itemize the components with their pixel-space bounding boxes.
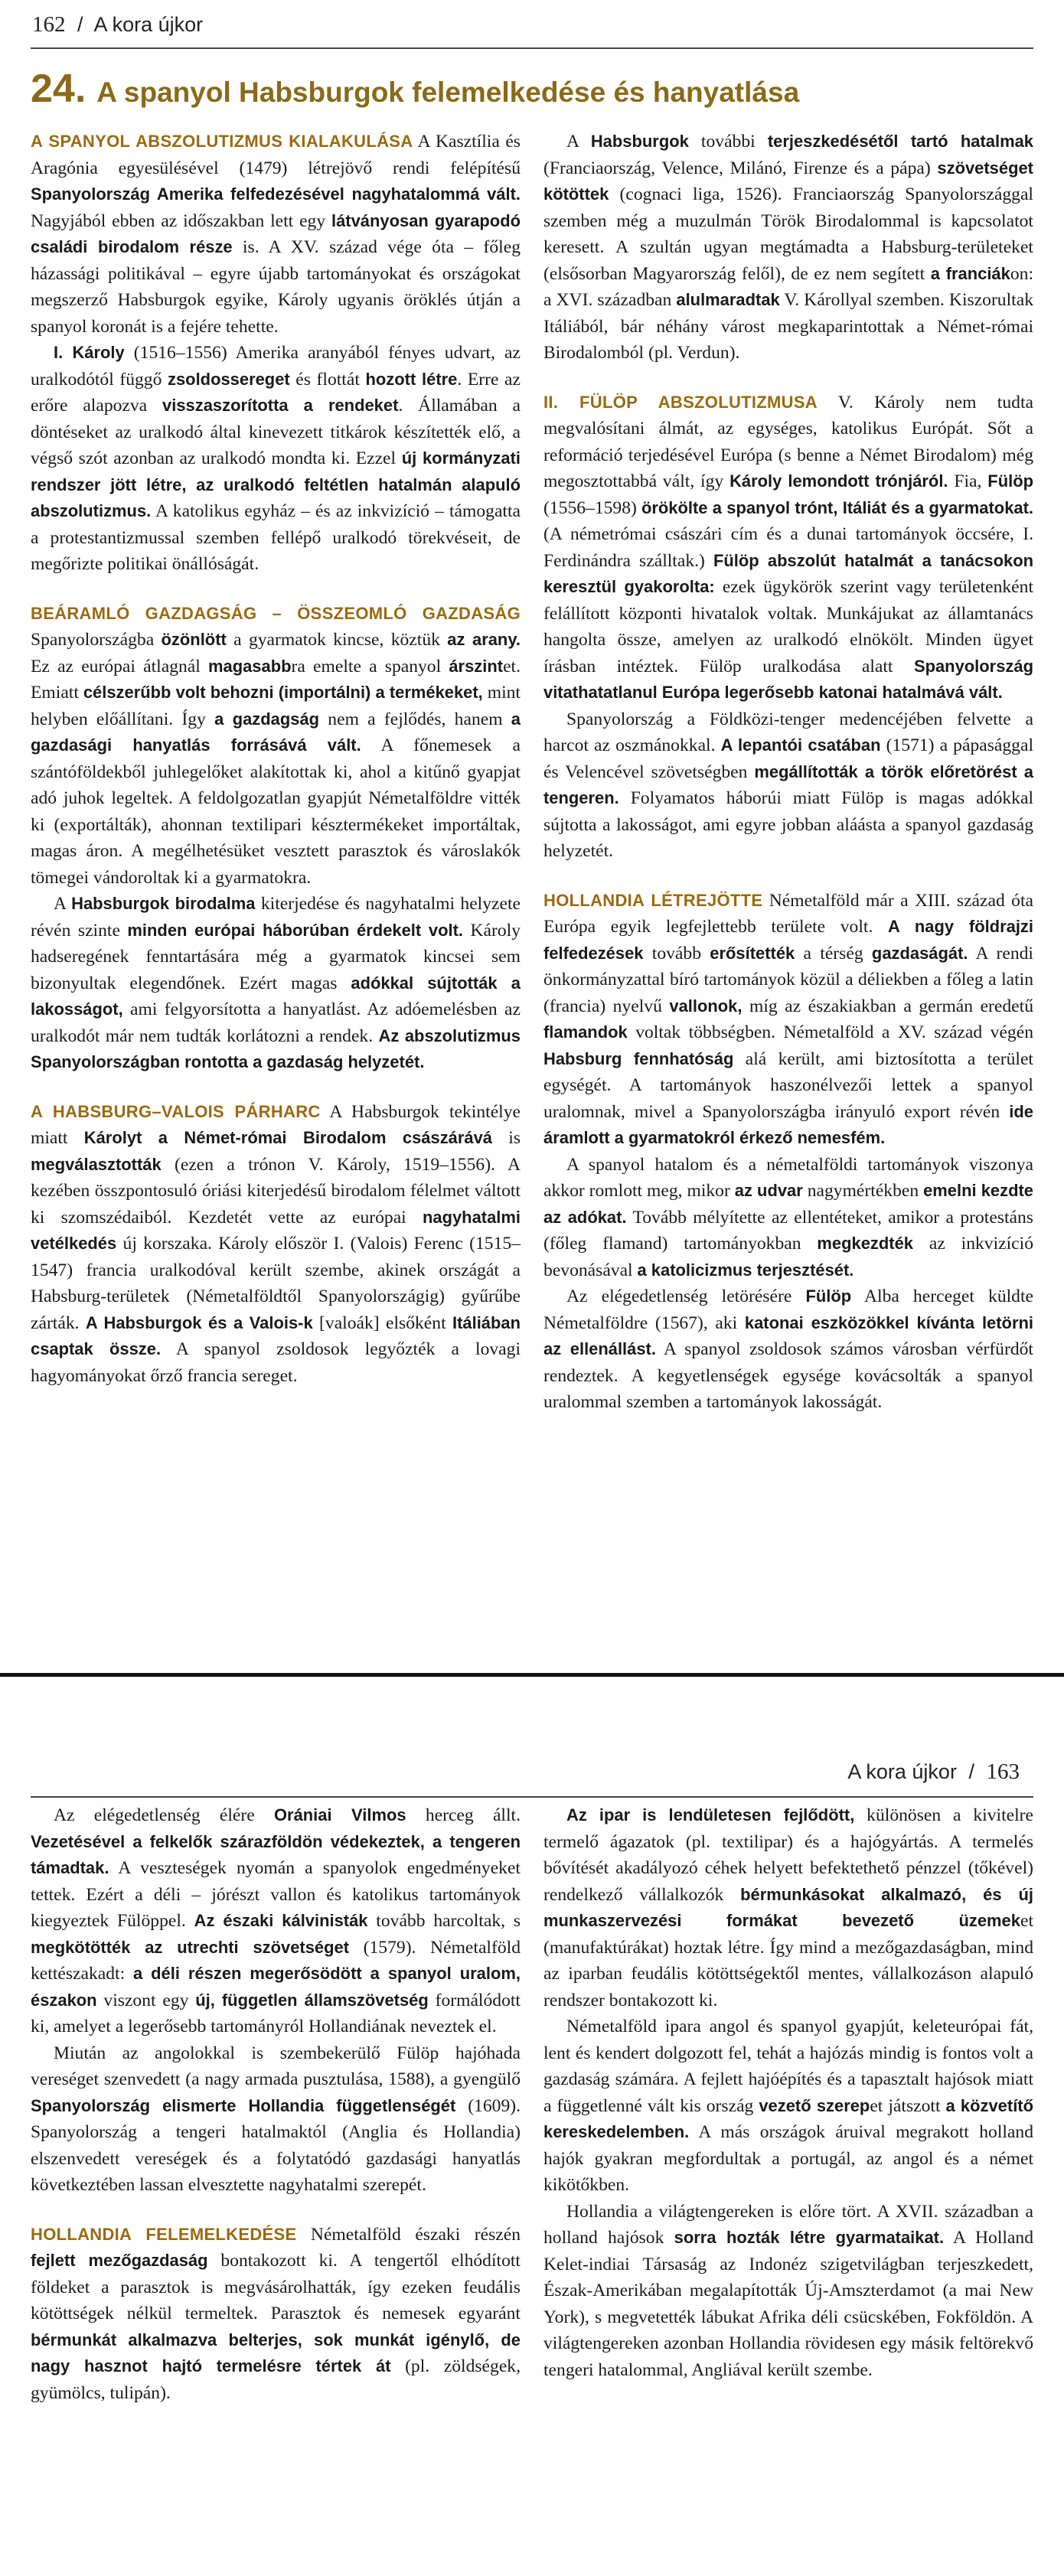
- header-separator: /: [968, 1760, 974, 1783]
- left-column: [31, 129, 521, 1389]
- text-run: (1571) a pápasággal és Velencével szövetségben: [543, 735, 1033, 782]
- bold-text: fejlett mezőgazdaság: [31, 2251, 208, 2270]
- running-title: A kora újkor: [847, 1760, 957, 1783]
- section-heading: A HABSBURG–VALOIS PÁRHARC: [31, 1101, 321, 1121]
- text-run: (1609). Spanyolország a tengeri hatalmaktól (Anglia és Hollandia) elszenvedett vereségek és a folytatódó gazdasági hanyatlás következtében lassan elvesztette nagyhatalmi szerepét.: [31, 2095, 521, 2195]
- chapter-title-text: A spanyol Habsburgok felemelkedése és hanyatlása: [96, 77, 800, 108]
- bold-text: zsoldossereget: [168, 369, 290, 389]
- text-run: (A németrómai császári cím és a dunai tartományok öccsére, I. Ferdinándra szálltak.): [543, 524, 1033, 571]
- bold-text: ide áramlott a gyarmatokról érkező nemesfém.: [543, 1101, 1033, 1147]
- text-run: A rendi önkormányzattal bíró tartományok közül a déliekben a főleg a latin (francia) nyelvű: [543, 943, 1033, 1016]
- bold-text: bérmunkásokat alkalmazó, és új munkaszervezési formákat bevezető üzemek: [543, 1884, 1033, 1930]
- text-run: (pl. zöldségek, gyümölcs, tulipán).: [31, 2356, 521, 2403]
- bold-text: Vezetésével a felkelők szárazföldön védekeztek, a tengeren támadtak.: [31, 1831, 521, 1877]
- bold-text: Károly lemondott trónjáról.: [729, 471, 948, 491]
- bold-text: erősítették: [710, 943, 795, 963]
- text-run: a térség: [795, 943, 872, 964]
- bold-text: bérmunkát alkalmazva belterjes, sok munkát igénylő, de nagy hasznot hajtó termelésre tértek át: [31, 2330, 521, 2375]
- bold-text: célszerűbb volt behozni (importálni) a termékeket,: [83, 683, 483, 702]
- chapter-number: 24.: [31, 67, 86, 111]
- bold-text: szövetséget kötöttek: [543, 158, 1033, 204]
- text-run: (cognaci liga, 1526). Franciaország Spanyolországgal szemben még a muzulmán Török Birodalommal is kapcsolatot keresett. A szultán ugyan megtámadta a Habsburg-területeket (elsősorban Magyarország felől), de ez nem segített: [543, 184, 1033, 284]
- text-run: A veszteségek nyomán a spanyolok engedményeket tettek. Ezért a déli – jórészt vallon és katolikus tartományok kiegyeztek Fülöppel.: [31, 1858, 521, 1931]
- section-heading: BEÁRAMLÓ GAZDAGSÁG – ÖSSZEOMLÓ GAZDASÁG: [31, 603, 521, 623]
- section-heading: II. FÜLÖP ABSZOLUTIZMUSA: [543, 392, 818, 412]
- text-run: mint helyben előállítani. Így: [31, 683, 521, 729]
- running-header: [847, 1759, 1020, 1785]
- text-run: voltak többségben. Németalföld a XV. század végén: [627, 1022, 1033, 1042]
- paragraph: [543, 2199, 1033, 2384]
- bold-text: hozott létre: [365, 369, 458, 389]
- text-run: . Államában a döntéseket az uralkodó által kinevezett titkárok készítették elő, a végső szót azonban az uralkodó mondta ki. Ezzel: [31, 396, 521, 468]
- bold-text: A Habsburgok és a Valois-k: [85, 1312, 313, 1332]
- bold-text: az arany.: [447, 630, 521, 649]
- text-run: A spanyol hatalom és a németalföldi tartományok viszonya akkor romlott meg, mikor: [543, 1154, 1033, 1201]
- page-number: 163: [986, 1759, 1020, 1784]
- text-run: et játszott: [870, 2095, 946, 2116]
- bold-text: Fülöp abszolút hatalmát a tanácsokon keresztül gyakorolta:: [543, 550, 1034, 596]
- text-run: Németalföld északi részén: [296, 2224, 521, 2245]
- paragraph: [31, 1802, 521, 2040]
- bold-text: Spanyolország Amerika felfedezésével nagyhatalommá vált.: [31, 184, 521, 204]
- page-163: [0, 1756, 1064, 2576]
- bold-text: magasabb: [208, 656, 292, 676]
- bold-text: megválasztották: [31, 1154, 162, 1174]
- text-run: Az elégedetlenség letörésére: [566, 1286, 806, 1306]
- text-run: . Erre az erőre alapozva: [31, 369, 521, 416]
- bold-text: flamandok: [543, 1022, 628, 1042]
- text-run: Fia,: [948, 471, 988, 491]
- text-run: tovább harcoltak, s: [367, 1911, 521, 1931]
- text-run: (1516–1556) Amerika aranyából fényes udvart, az uralkodótól függő: [31, 343, 521, 390]
- bold-text: új, független államszövetség: [195, 1990, 429, 2010]
- bold-text: visszaszorította a rendeket: [162, 396, 399, 415]
- bold-text: megállították a török előretörést a tengeren.: [543, 761, 1033, 807]
- paragraph: [543, 1283, 1033, 1416]
- header-rule: [31, 47, 1033, 49]
- bold-text: a gazdasági hanyatlás forrásává vált.: [31, 709, 521, 755]
- text-run: nem a fejlődés, hanem: [319, 709, 511, 729]
- text-run: (1579). Németalföld kettészakadt:: [31, 1937, 521, 1984]
- bold-text: a gazdagság: [214, 709, 320, 729]
- bold-text: Itáliában csaptak össze.: [31, 1312, 521, 1358]
- text-run: Alba herceget küldte Németalföldre (1567), aki: [543, 1286, 1033, 1333]
- text-run: ami felgyorsította a hanyatlást. Az adóemelésben az uralkodót már nem tudták korlátozni a rendek.: [31, 999, 521, 1046]
- text-run: új korszaka. Károly először I. (Valois) Ferenc (1515–1547) francia uralkodóval került szembe, akinek országát a Habsburg-területek (Németalföldtől Spanyolországig) gyűrűbe zárták.: [31, 1234, 521, 1333]
- text-run: A Holland Kelet-indiai Társaság az Indonéz szigetvilágban terjeszkedett, Észak-Amerikában megalapították Új-Amszterdamot (a mai New York), s megvetették lábukat Afrika déli csücskében, Fokföldön. A világtengereken azonban Hollandia rövidesen egy másik feltörekvő tengeri hatalommal, Angliával került szembe.: [543, 2228, 1033, 2380]
- text-run: és flottát: [289, 369, 366, 390]
- text-run: A katolikus egyház – és az inkvizíció – támogatta a protestantizmussal szemben fellépő uralkodó törekvéseit, de megőrizte politikai önállóságát.: [31, 501, 521, 574]
- bold-text: Habsburg fennhatóság: [543, 1048, 734, 1068]
- section-paragraph: [31, 601, 521, 892]
- header-rule: [31, 1796, 1033, 1798]
- text-run: is: [492, 1128, 521, 1148]
- text-run: Az elégedetlenség élére: [54, 1805, 274, 1825]
- bold-text: Habsburgok: [590, 132, 689, 151]
- text-run: Spanyolországba: [31, 630, 162, 650]
- bold-text: a közvetítő kereskedelemben.: [543, 2095, 1033, 2141]
- bold-text: Az ipar is lendületesen fejlődött,: [566, 1805, 855, 1824]
- text-run: az inkvizíció bevonásával: [543, 1234, 1033, 1280]
- text-run: Folyamatos háborúi miatt Fülöp is magas adókkal sújtotta a lakosságot, ami egyre jobban aláásta a spanyol gazdaság helyzetét.: [543, 788, 1033, 861]
- bold-text: örökölte a spanyol trónt, Itáliát és a gyarmatokat.: [641, 497, 1033, 517]
- paragraph: [543, 706, 1033, 865]
- bold-text: nagyhatalmi vetélkedés: [31, 1207, 521, 1253]
- running-header: [32, 12, 203, 37]
- page-number: 162: [32, 12, 66, 37]
- section-paragraph: [31, 1099, 521, 1390]
- bold-text: vezető szerep: [759, 2095, 870, 2115]
- bold-text: alulmaradtak: [676, 290, 780, 309]
- bold-text: látványosan gyarapodó családi birodalom része: [31, 210, 521, 256]
- page-separator: [0, 1673, 1064, 1677]
- bold-text: a katolicizmus terjesztését.: [637, 1260, 854, 1280]
- left-column: [31, 1802, 521, 2406]
- bold-text: Spanyolország elismerte Hollandia függetlenségét: [31, 2095, 456, 2115]
- bold-text: Az északi kálvinisták: [194, 1911, 368, 1930]
- bold-text: Spanyolország vitathatatlanul Európa legerősebb katonai hatalmává vált.: [543, 656, 1033, 702]
- text-run: ezek ügykörök szerint vagy területenként felállított központi hivatalok voltak. Munkájukat az államtanács hangolta össze, amelyen az uralkodó elnökölt. Minden ügyet írásban intéztek. Fülöp uralkodása alatt: [543, 577, 1033, 677]
- text-run: Tovább mélyítette az ellentéteket, amikor a protestáns (főleg flamand) tartományokban: [543, 1207, 1033, 1254]
- text-run: a gyarmatok kincse, köztük: [226, 630, 448, 650]
- paragraph: [31, 340, 521, 578]
- text-run: et. Emiatt: [31, 656, 521, 703]
- text-run: Ez az európai átlagnál: [31, 656, 208, 677]
- text-run: viszont egy: [96, 1990, 196, 2010]
- text-run: további: [688, 132, 768, 152]
- section-heading: A SPANYOL ABSZOLUTIZMUS KIALAKULÁSA: [31, 132, 413, 151]
- text-run: különösen a kivitelre termelő ágazatok (pl. textilipar) és a hajógyártás. A termelés bővítését akadályozó céhek helyett befektethető pénzzel (tőkével) rendelkező vállalkozók: [543, 1805, 1033, 1905]
- bold-text: adókkal sújtották a lakosságot,: [31, 973, 521, 1019]
- text-run: (Franciaország, Velence, Milánó, Firenze és a pápa): [543, 158, 938, 178]
- chapter-title: [31, 66, 799, 112]
- text-run: et (manufaktúrákat) hoztak létre. Így mind a mezőgazdaságban, mind az iparban feudális kötöttségektől mentes, vállalkozáson alapuló rendszer bontakozott ki.: [543, 1911, 1033, 2010]
- paragraph: [31, 891, 521, 1076]
- right-column: [543, 1802, 1033, 2383]
- text-run: kiterjedése és nagyhatalmi helyzete révén szinte: [31, 894, 521, 941]
- bold-text: Orániai Vilmos: [273, 1805, 406, 1824]
- text-run: (1556–1598): [543, 497, 641, 518]
- header-separator: /: [77, 13, 83, 36]
- paragraph: [543, 2014, 1033, 2199]
- text-run: A Kasztília és Aragónia egyesülésével (1479) létrejövő rendi felépítésű: [31, 132, 521, 178]
- bold-text: vallonok,: [669, 996, 743, 1016]
- bold-text: az udvar: [734, 1181, 803, 1200]
- bold-text: A nagy földrajzi felfedezések: [543, 917, 1033, 963]
- paragraph: [543, 1152, 1033, 1284]
- text-run: Nagyjából ebben az időszakban lett egy: [31, 210, 331, 231]
- text-run: ra emelte a spanyol: [291, 656, 449, 677]
- text-run: A Habsburgok tekintélye miatt: [31, 1101, 521, 1148]
- bold-text: árszint: [449, 656, 504, 676]
- bold-text: katonai eszközökkel kívánta letörni az ellenállást.: [543, 1312, 1033, 1358]
- bold-text: megkötötték az utrechti szövetséget: [31, 1937, 350, 1957]
- section-heading: HOLLANDIA LÉTREJÖTTE: [543, 890, 763, 910]
- text-run: alá került, ami biztosította a terület egységét. A tartományok haszonélvezői lettek a spanyol uralomnak, mivel a Spanyolországba irányuló export révén: [543, 1048, 1033, 1122]
- bold-text: Habsburgok birodalma: [71, 894, 256, 913]
- section-paragraph: [31, 129, 521, 340]
- bold-text: terjeszkedésétől tartó hatalmak: [767, 132, 1033, 151]
- bold-text: gazdaságát.: [871, 943, 968, 963]
- bold-text: minden európai háborúban érdekelt volt.: [127, 920, 463, 940]
- text-run: míg az északiakban a germán eredetű: [742, 996, 1033, 1016]
- section-paragraph: [543, 888, 1033, 1152]
- paragraph: [31, 2040, 521, 2199]
- bold-text: megkezdték: [817, 1234, 913, 1253]
- bold-text: Fülöp: [987, 471, 1033, 491]
- bold-text: A lepantói csatában: [720, 735, 881, 755]
- bold-text: Fülöp: [805, 1286, 852, 1306]
- page-gap: [0, 1665, 1064, 1756]
- text-run: nagymértékben: [802, 1181, 924, 1201]
- text-run: (ezen a trónon V. Károly, 1519–1556). A kezében összpontosuló óriási kiterjedésű birodalom félelmet váltott ki szomszédaiból. Kezdetét vette az európai: [31, 1154, 521, 1228]
- text-run: formálódott ki, amelyet a legerősebb tartományról Hollandiának neveztek el.: [31, 1990, 521, 2036]
- bold-text: új kormányzati rendszer jött létre, az uralkodó feltétlen hatalmán alapuló abszolutizmus.: [31, 448, 521, 520]
- text-run: A spanyol zsoldosok legyőzték a lovagi hagyományokat őrző francia sereget.: [31, 1339, 521, 1386]
- text-run: Károly hadseregének fenntartására még a gyarmatok kincsei sem bizonyultak elegendőnek. Ezért magas: [31, 920, 521, 993]
- bold-text: Az abszolutizmus Spanyolországban rontotta a gazdaság helyzetét.: [31, 1026, 521, 1071]
- section-heading: HOLLANDIA FELEMELKEDÉSE: [31, 2224, 297, 2244]
- text-run: V. Károly nem tudta megvalósítani álmát, az egységes, katolikus Európát. Sőt a reformáció terjedésével Európa (s benne a Német Birodalom) még megosztottabbá vált, így: [543, 392, 1033, 491]
- text-run: is. A XV. század vége óta – főleg házassági politikával – egyre újabb tartományokat és országokat megszerző Habsburgok egyike, Károly ugyanis öröklés útján a spanyol koronát is a fejére tehette.: [31, 237, 521, 337]
- text-run: Németalföld már a XIII. század óta Európa egyik legfejlettebb területe volt.: [543, 890, 1033, 937]
- text-run: bontakozott ki. A tengertől elhódított földeket a parasztok is megvásárolhatták, így ezeken feudális kötöttségek nélkül termeltek. Parasztok és nemesek egyaránt: [31, 2251, 521, 2323]
- text-run: A spanyol zsoldosok számos városban vérfürdőt rendeztek. A kegyetlenségek egysége kovácsolták a spanyol uralommal szemben a tartományok lakosságát.: [543, 1339, 1033, 1412]
- section-paragraph: [543, 390, 1033, 706]
- paragraph: [543, 1802, 1033, 2014]
- bold-text: a déli részen megerősödött a spanyol uralom, északon: [31, 1964, 521, 2010]
- text-run: A más országok áruival megrakott holland hajók gyakran megfordultak a portugál, az angol és a német kikötőkben.: [543, 2122, 1033, 2195]
- bold-text: özönlött: [161, 630, 227, 649]
- text-run: Németalföld ipara angol és spanyol gyapjút, keleteurópai fát, lent és kendert dolgozott fel, tehát a hajózás mindig is fontos volt a gazdaság számára. A fejlett hajóépítés és a tapasztalt hajósok miatt a függetlenné vált kis ország: [543, 2017, 1033, 2116]
- text-run: tovább: [643, 943, 710, 964]
- right-column: [543, 129, 1033, 1416]
- text-run: herceg állt.: [406, 1805, 521, 1825]
- text-run: Hollandia a világtengereken is előre tört. A XVII. században a holland hajósok: [543, 2201, 1033, 2248]
- text-run: A főnemesek a szántóföldekből juhlegelőket alakítottak ki, ahol a kitűnő gyapjat adó juhok legeltek. A feldolgozatlan gyapjút Németalföldre vitték ki (exportálták), ahonnan textilipari késztermékeket importáltak, magas áron. A megélhetésüket vesztett parasztok és városlakók tömegei vándoroltak ki a gyarmatokra.: [31, 735, 521, 888]
- bold-text: sorra hozták létre gyarmataikat.: [674, 2228, 945, 2247]
- text-run: V. Károllyal szemben. Kiszorultak Itáliából, bár néhány várost megkaparintottak a Német-római Birodalomból (pl. Verdun).: [543, 290, 1033, 363]
- text-run: [valoák] elsőként: [312, 1312, 452, 1333]
- bold-text: emelni kezdte az adókat.: [543, 1181, 1033, 1227]
- bold-text: Károlyt a Német-római Birodalom császárává: [83, 1128, 493, 1147]
- text-run: Spanyolország a Földközi-tenger medencéjében felvette a harcot az oszmánokkal.: [543, 709, 1033, 755]
- text-run: A: [566, 132, 591, 152]
- text-run: on: a XVI. században: [543, 263, 1033, 310]
- paragraph: [543, 129, 1033, 367]
- bold-text: I. Károly: [54, 343, 125, 362]
- text-run: Miután az angolokkal is szembekerülő Fülöp hajóhada vereséget szenvedett (a nagy armada pusztulása, 1588), a gyengülő: [31, 2043, 521, 2089]
- bold-text: a franciák: [930, 263, 1010, 283]
- running-title: A kora újkor: [93, 13, 204, 36]
- text-run: A: [54, 894, 72, 914]
- section-paragraph: [31, 2222, 521, 2407]
